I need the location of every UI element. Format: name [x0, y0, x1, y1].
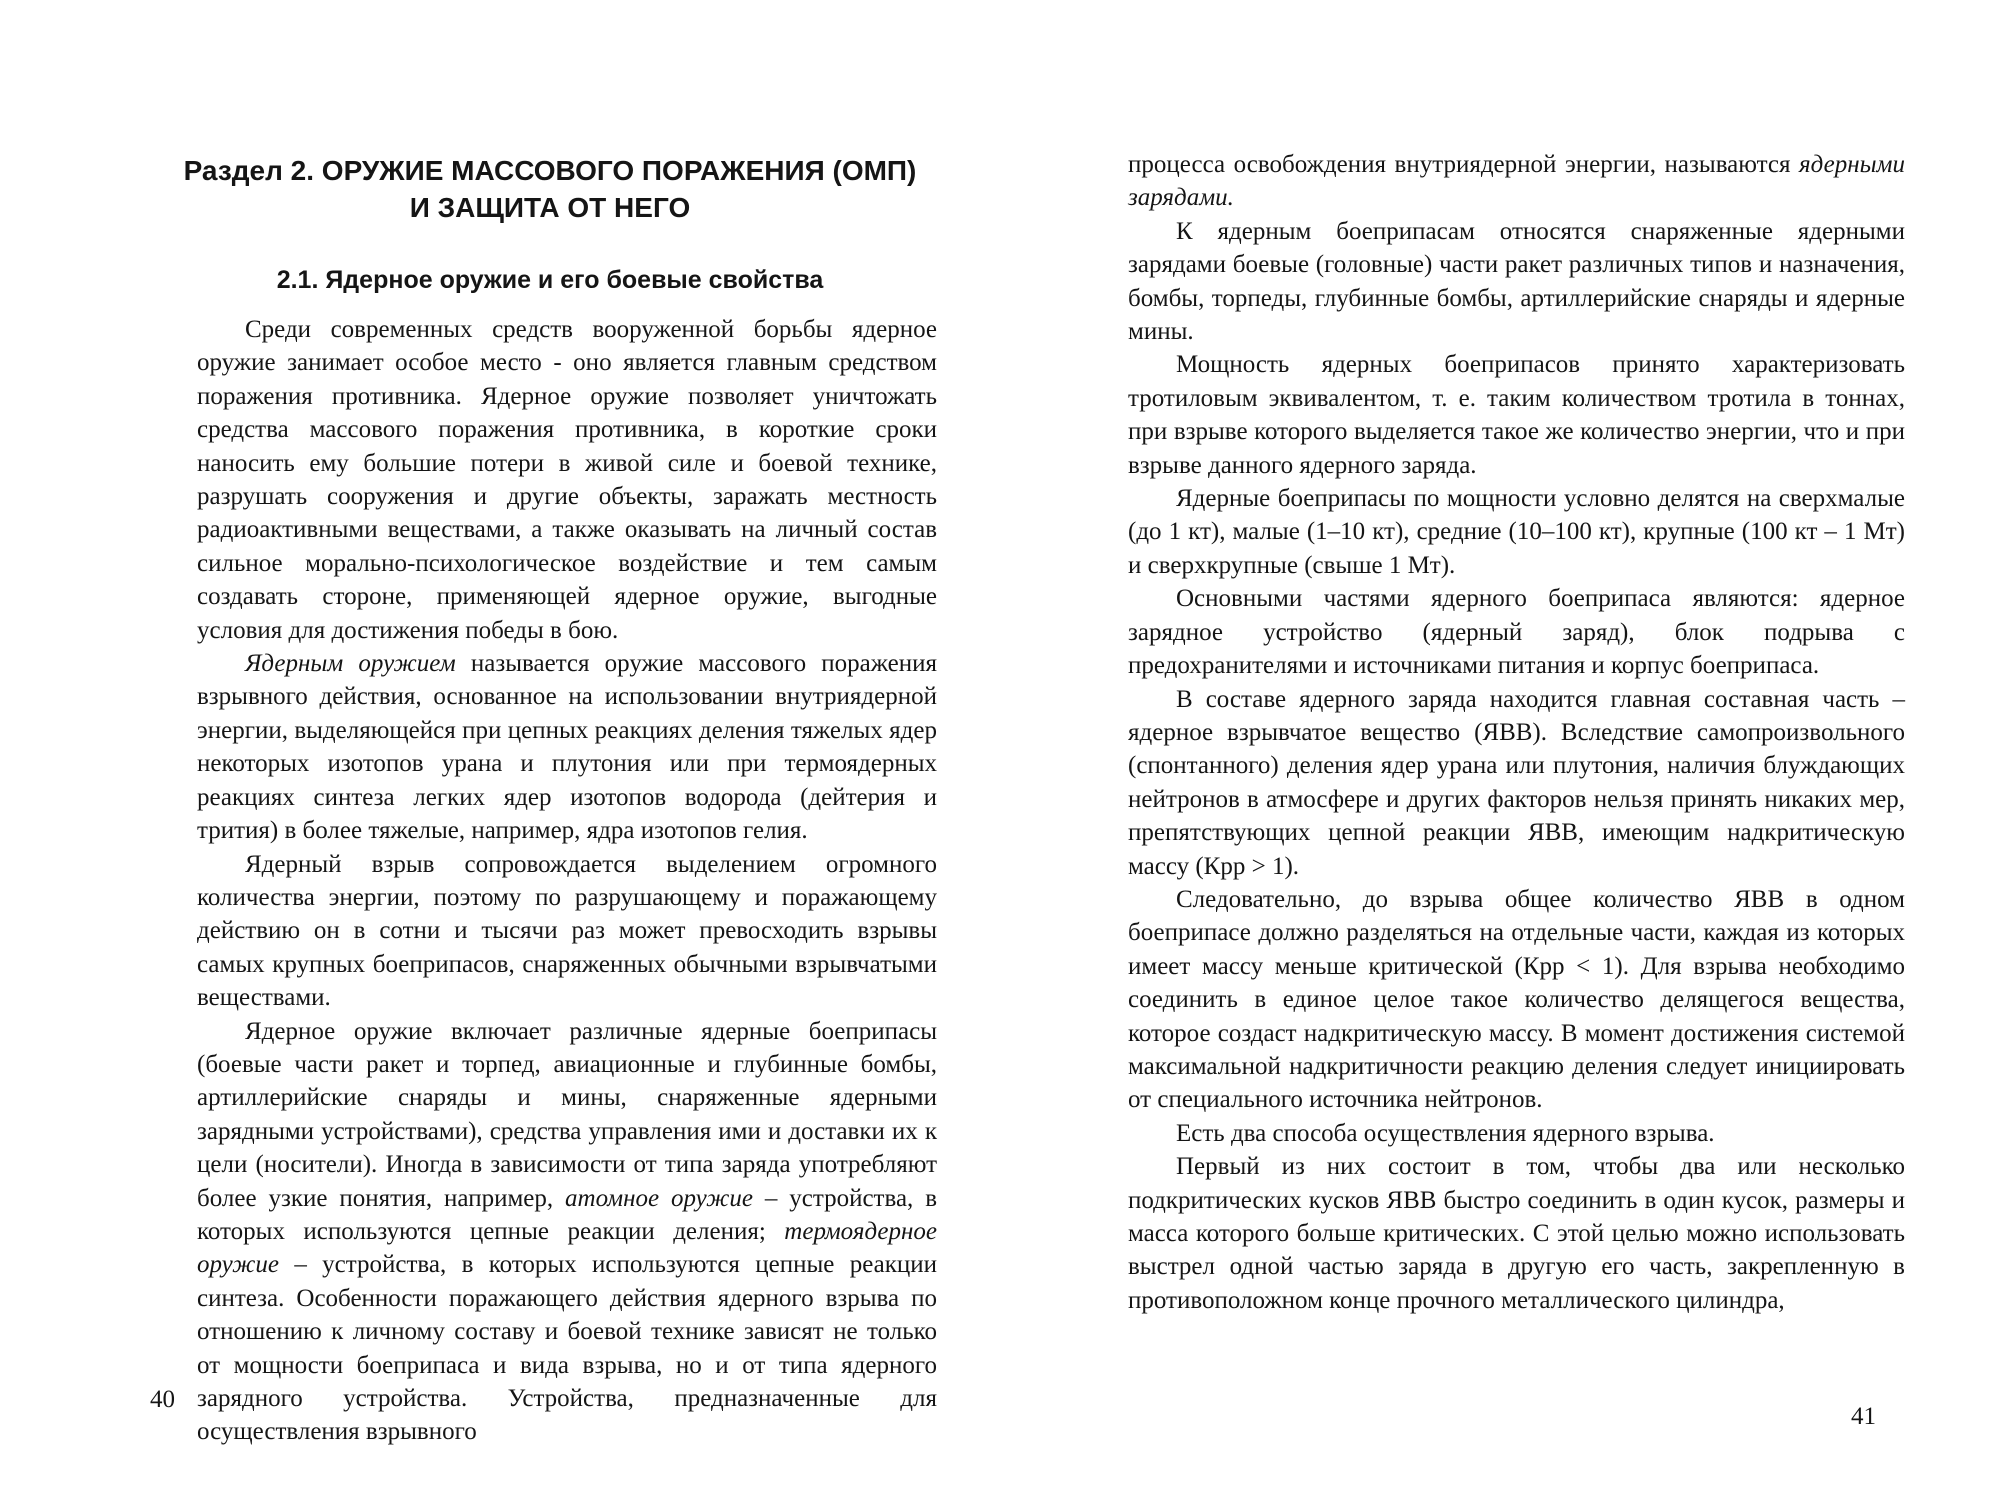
paragraph: К ядерным боеприпасам относятся снаряженные ядерными зарядами боевые (головные) части ракет различных типов и назначения, бомбы, торпеды, глубинные бомбы, артиллерийские снаряды и ядерные мины. — [1128, 217, 1905, 346]
paragraph-continued: процесса освобождения внутриядерной энергии, называются ядерными зарядами. — [1128, 151, 1905, 212]
term-nuclear-weapon: Ядерным оружием — [245, 650, 456, 678]
paragraph: Ядерные боеприпасы по мощности условно делятся на сверхмалые (до 1 кт), малые (1–10 кт), средние (10–100 кт), крупные (100 кт – 1 Мт) и сверхкрупные (свыше 1 Мт). — [1128, 485, 1905, 579]
paragraph: Есть два способа осуществления ядерного взрыва. — [1176, 1119, 1715, 1147]
term-thermonuclear-weapon: термоядерное оружие — [197, 1217, 937, 1279]
subsection-title: 2.1. Ядерное оружие и его боевые свойства — [276, 266, 824, 294]
right-text-column — [1128, 148, 1905, 1317]
section-title-line2: И ЗАЩИТА ОТ НЕГО — [409, 192, 691, 223]
section-title-line1: Раздел 2. ОРУЖИЕ МАССОВОГО ПОРАЖЕНИЯ (ОМП) — [183, 155, 917, 186]
paragraph: Ядерный взрыв сопровождается выделением огромного количества энергии, поэтому по разрушающему и поражающему действию он в сотни и тысячи раз может превосходить взрывы самых крупных боеприпасов, снаряженных обычными взрывчатыми веществами. — [197, 850, 937, 1012]
page-number: 41 — [1851, 1403, 1876, 1430]
paragraph: Следовательно, до взрыва общее количество ЯВВ в одном боеприпасе должно разделяться на отдельные части, каждая из которых имеет массу меньше критической (Кpp < 1). Для взрыва необходимо соединить в единое целое такое количество делящегося вещества, которое создаст надкритическую массу. В момент достижения системой максимальной надкритичности реакцию деления следует инициировать от специального источника нейтронов. — [1128, 885, 1905, 1114]
paragraph: Мощность ядерных боеприпасов принято характеризовать тротиловым эквивалентом, т. е. таким количеством тротила в тоннах, при взрыве которого выделяется такое же количество энергии, что и при взрыве данного ядерного заряда. — [1128, 351, 1905, 479]
paragraph: Основными частями ядерного боеприпаса являются: ядерное зарядное устройство (ядерный заряд), блок подрыва с предохранителями и источниками питания и корпус боеприпаса. — [1128, 585, 1905, 680]
paragraph: Ядерным оружием называется оружие массового поражения взрывного действия, основанное на использовании внутриядерной энергии, выделяющейся при цепных реакциях деления тяжелых ядер некоторых изотопов урана и плутония или при термоядерных реакциях синтеза легких ядер изотопов водорода (дейтерия и трития) в более тяжелые, например, ядра изотопов гелия. — [197, 650, 937, 845]
paragraph: Первый из них состоит в том, чтобы два или несколько подкритических кусков ЯВВ быстро соединить в один кусок, размеры и масса которого больше критических. С этой целью можно использовать выстрел одной частью заряда в другую его часть, закрепленную в противоположном конце прочного металлического цилиндра, — [1128, 1153, 1905, 1314]
heading-block — [180, 152, 920, 297]
paragraph: В составе ядерного заряда находится главная составная часть – ядерное взрывчатое вещество (ЯВВ). Вследствие самопроизвольного (спонтанного) деления ядер урана или плутония, наличия блуждающих нейтронов в атмосфере и других факторов нельзя принять никаких мер, препятствующих цепной реакции ЯВВ, имеющим надкритическую массу (Кpp > 1). — [1128, 685, 1905, 880]
paragraph: Ядерное оружие включает различные ядерные боеприпасы (боевые части ракет и торпед, авиационные и глубинные бомбы, артиллерийские снаряды и мины, снаряженные ядерными зарядными устройствами), средства управления ими и доставки их к цели (носители). Иногда в зависимости от типа заряда употребляют более узкие понятия, например, атомное оружие – устройства, в которых используются цепные реакции деления; термоядерное оружие – устройства, в которых используются цепные реакции синтеза. Особенности поражающего действия ядерного взрыва по отношению к личному составу и боевой технике зависят не только от мощности боеприпаса и вида взрыва, но и от типа ядерного зарядного устройства. Устройства, предназначенные для осуществления взрывного — [197, 1017, 937, 1446]
section-title — [180, 152, 920, 226]
right-page — [1000, 0, 2000, 1490]
term-atomic-weapon: атомное оружие — [565, 1184, 753, 1212]
left-text-column — [197, 313, 937, 1449]
term-nuclear-charges: ядерными зарядами. — [1128, 151, 1905, 212]
paragraph: Среди современных средств вооруженной борьбы ядерное оружие занимает особое место - оно является главным средством поражения противника. Ядерное оружие позволяет уничтожать средства массового поражения противника, в короткие сроки наносить ему большие потери в живой силе и боевой технике, разрушать сооружения и другие объекты, заражать местность радиоактивными веществами, а также оказывать на личный состав сильное морально-психологическое воздействие и тем самым создавать стороне, применяющей ядерное оружие, выгодные условия для достижения победы в бою. — [197, 316, 937, 644]
page-number: 40 — [150, 1386, 175, 1413]
